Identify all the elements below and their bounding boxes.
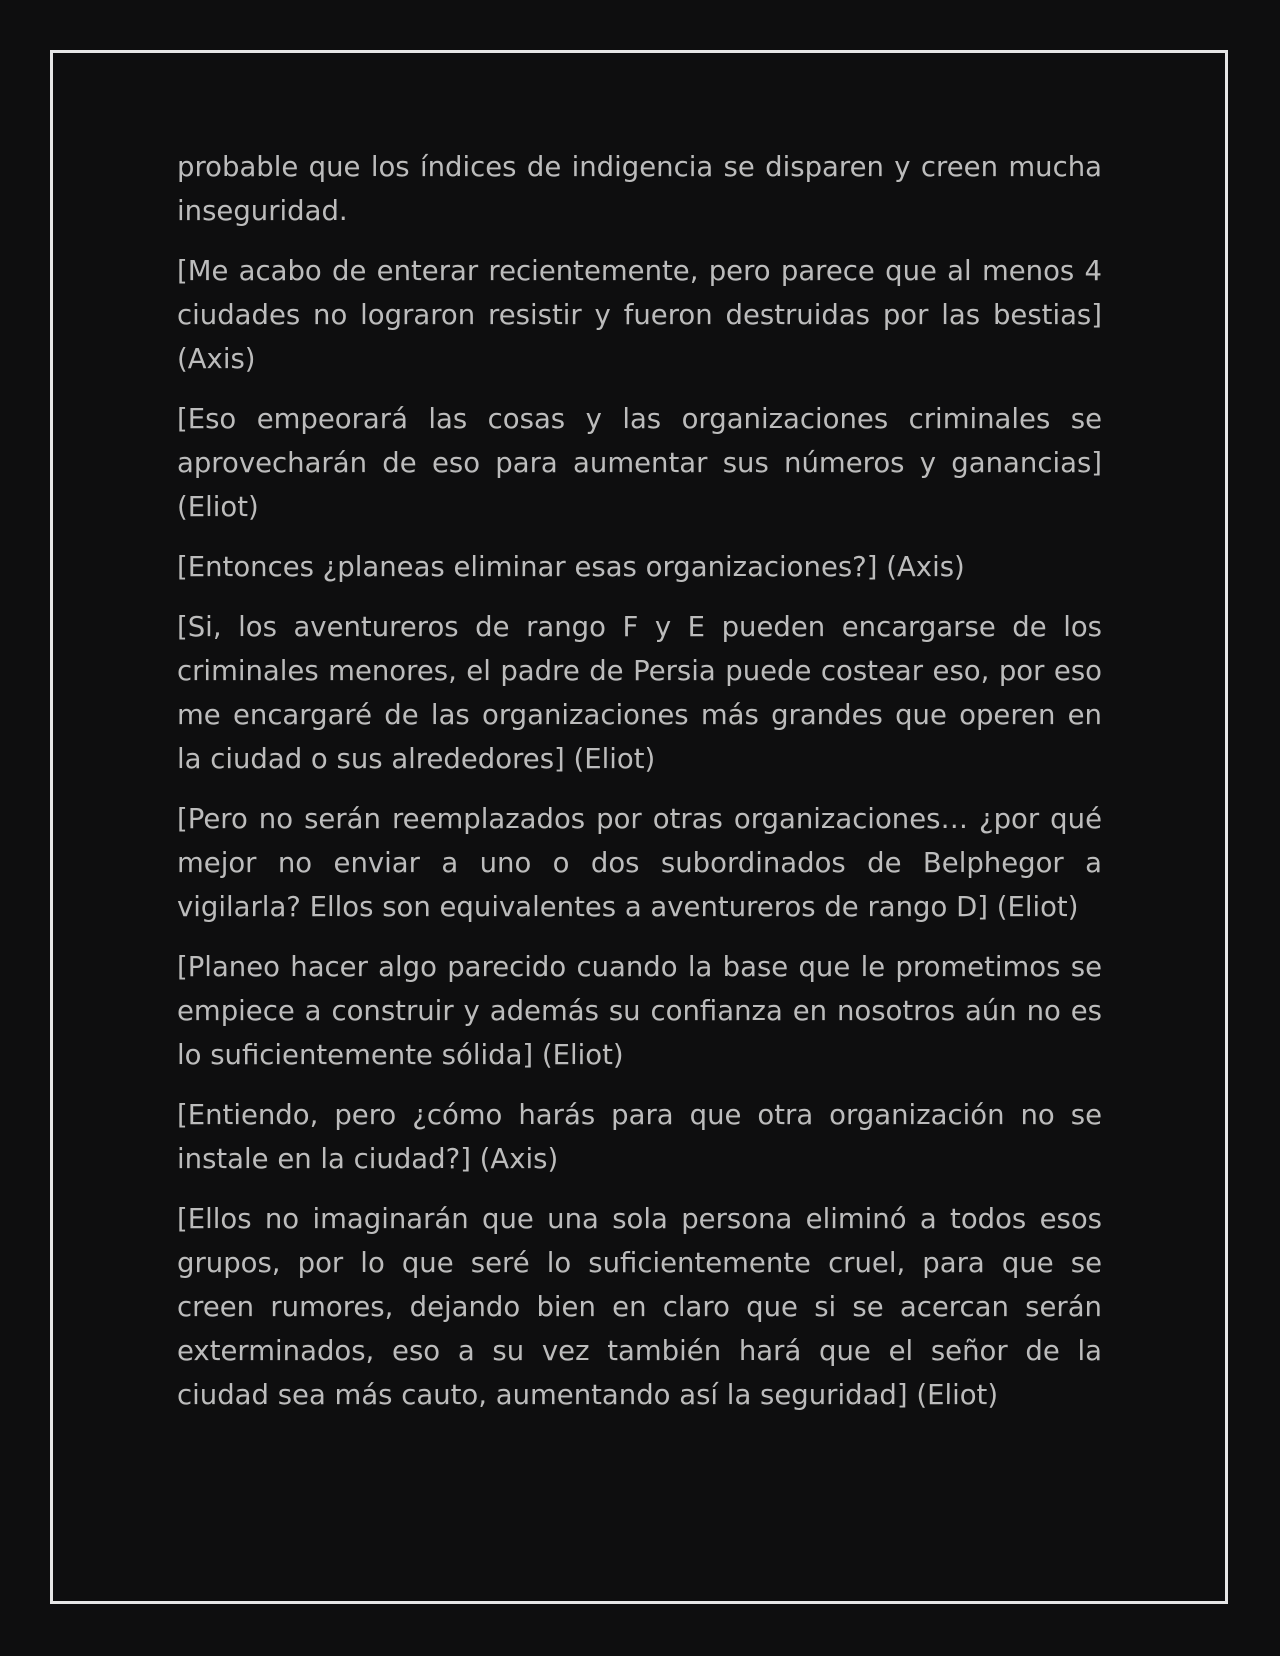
paragraph: [Me acabo de enterar recientemente, pero parece que al menos 4 ciudades no lograron resistir y fueron destruidas por las bestias] (Axis) [177,255,1102,375]
paragraph: [Ellos no imaginarán que una sola persona eliminó a todos esos grupos, por lo que seré lo suficientemente cruel, para que se creen rumores, dejando bien en claro que si se acercan serán exterminados, eso a su vez también hará que el señor de la ciudad sea más cauto, aumentando así la seguridad] (Eliot) [177,1203,1102,1411]
paragraph: [Pero no serán reemplazados por otras organizaciones… ¿por qué mejor no enviar a uno o dos subordinados de Belphegor a vigilarla? Ellos son equivalentes a aventureros de rango D] (Eliot) [177,803,1102,923]
paragraph: [Planeo hacer algo parecido cuando la base que le prometimos se empiece a construir y además su confianza en nosotros aún no es lo suficientemente sólida] (Eliot) [177,951,1102,1071]
paragraph: [Entiendo, pero ¿cómo harás para que otra organización no se instale en la ciudad?] (Axis) [177,1099,1102,1175]
paragraph: [Entonces ¿planeas eliminar esas organizaciones?] (Axis) [177,551,965,583]
paragraph: probable que los índices de indigencia se disparen y creen mucha inseguridad. [177,151,1102,227]
document-body [177,145,1102,1433]
paragraph: [Eso empeorará las cosas y las organizaciones criminales se aprovecharán de eso para aumentar sus números y ganancias] (Eliot) [177,403,1102,523]
paragraph: [Si, los aventureros de rango F y E pueden encargarse de los criminales menores, el padre de Persia puede costear eso, por eso me encargaré de las organizaciones más grandes que operen en la ciudad o sus alrededores] (Eliot) [177,611,1102,775]
